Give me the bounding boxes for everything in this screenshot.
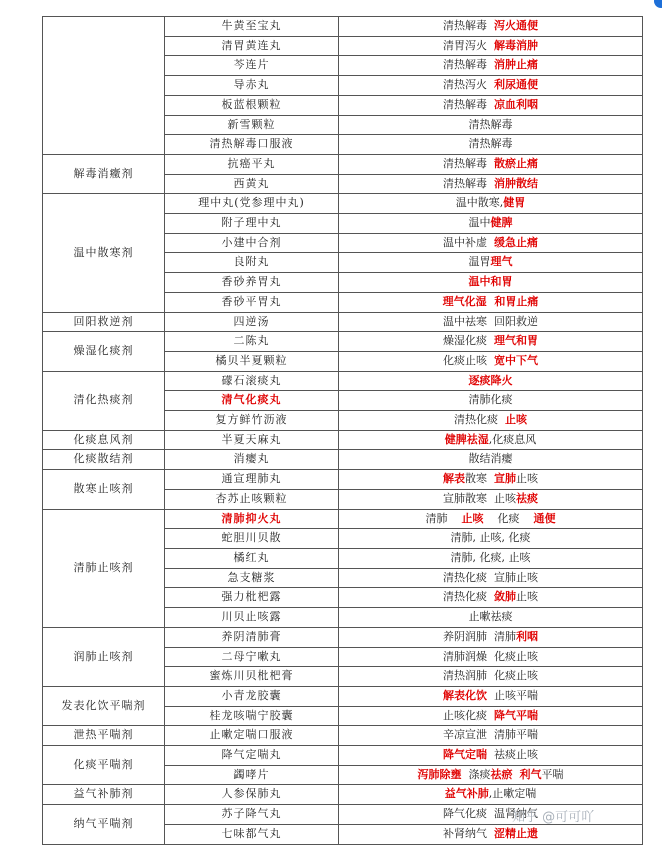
efficacy-text: 平喘 xyxy=(541,767,564,781)
efficacy-text: 温胃 xyxy=(468,255,491,269)
drug-name-cell: 牛黄至宝丸 xyxy=(165,17,339,37)
efficacy-text: 清热泻火 xyxy=(443,78,494,92)
category-cell: 泄热平喘剂 xyxy=(43,726,165,746)
efficacy-text: 散结消瘿 xyxy=(468,452,513,466)
category-cell: 温中散寒剂 xyxy=(43,194,165,312)
efficacy-cell xyxy=(339,214,643,234)
efficacy-cell xyxy=(339,115,643,135)
drug-name-cell: 新雪颗粒 xyxy=(165,115,339,135)
drug-name-cell: 香砂养胃丸 xyxy=(165,273,339,293)
efficacy-text: 清热解毒 xyxy=(468,117,513,131)
drug-name-cell: 川贝止咳露 xyxy=(165,608,339,628)
efficacy-cell xyxy=(339,667,643,687)
efficacy-cell xyxy=(339,154,643,174)
efficacy-text: 清胃泻火 xyxy=(443,38,494,52)
category-cell: 回阳救逆剂 xyxy=(43,312,165,332)
efficacy-cell xyxy=(339,509,643,529)
highlight-text: 健胃 xyxy=(503,196,526,210)
efficacy-cell xyxy=(339,371,643,391)
efficacy-text: 温中 xyxy=(468,216,491,230)
category-cell: 化痰息风剂 xyxy=(43,430,165,450)
efficacy-cell xyxy=(339,785,643,805)
drug-name-cell: 七味都气丸 xyxy=(165,824,339,844)
table-row xyxy=(43,194,643,214)
category-cell: 益气补肺剂 xyxy=(43,785,165,805)
table-row xyxy=(43,312,643,332)
efficacy-text: ,化痰息风 xyxy=(488,432,537,446)
drug-name-cell: 蛇胆川贝散 xyxy=(165,529,339,549)
corner-badge-icon xyxy=(654,0,662,8)
drug-name-cell: 止嗽定喘口服液 xyxy=(165,726,339,746)
highlight-text: 解表 xyxy=(443,472,465,486)
highlight-text: 利尿通便 xyxy=(494,78,538,92)
drug-name-cell: 板蓝根颗粒 xyxy=(165,95,339,115)
highlight-text: 宽中下气 xyxy=(494,353,538,367)
drug-name-cell: 理中丸(党参理中丸) xyxy=(165,194,339,214)
drug-name-cell: 人参保肺丸 xyxy=(165,785,339,805)
efficacy-text: 温中补虚 xyxy=(443,235,494,249)
highlight-text: 祛痰 xyxy=(516,491,538,505)
efficacy-text: 清热解毒 xyxy=(443,156,494,170)
efficacy-cell xyxy=(339,726,643,746)
highlight-text: 健脾 xyxy=(490,216,513,230)
highlight-text: 降气平喘 xyxy=(494,708,538,722)
drug-name-cell: 橘贝半夏颗粒 xyxy=(165,351,339,371)
highlight-text: 消肿止痛 xyxy=(494,58,538,72)
efficacy-cell xyxy=(339,312,643,332)
highlight-text: 涩精止遗 xyxy=(494,826,538,840)
table-row xyxy=(43,509,643,529)
efficacy-cell xyxy=(339,765,643,785)
drug-name-cell: 清胃黄连丸 xyxy=(165,36,339,56)
category-cell: 化痰散结剂 xyxy=(43,450,165,470)
efficacy-cell xyxy=(339,411,643,431)
highlight-text: 敛肺 xyxy=(494,590,516,604)
drug-name-cell: 附子理中丸 xyxy=(165,214,339,234)
efficacy-text: 养阴润肺 清肺 xyxy=(443,629,516,643)
drug-name-cell: 通宣理肺丸 xyxy=(165,470,339,490)
efficacy-cell xyxy=(339,233,643,253)
drug-name-cell: 抗癌平丸 xyxy=(165,154,339,174)
highlight-text: 宣肺 xyxy=(494,472,516,486)
efficacy-cell xyxy=(339,332,643,352)
drug-name-cell: 二陈丸 xyxy=(165,332,339,352)
efficacy-cell xyxy=(339,588,643,608)
efficacy-text: 清热解毒 xyxy=(443,58,494,72)
efficacy-text: 清热解毒 xyxy=(468,137,513,151)
efficacy-text: 清肺润燥 化痰止咳 xyxy=(443,649,538,663)
table-row xyxy=(43,627,643,647)
efficacy-text: 止咳化痰 xyxy=(443,708,494,722)
efficacy-text: 清热化痰 xyxy=(454,413,505,427)
drug-name-cell: 导赤丸 xyxy=(165,76,339,96)
highlight-text: 泻火通便 xyxy=(494,19,538,32)
drug-name-cell: 香砂平胃丸 xyxy=(165,292,339,312)
highlight-text: 健脾祛湿 xyxy=(444,432,489,446)
category-cell: 润肺止咳剂 xyxy=(43,627,165,686)
highlight-text: 消肿散结 xyxy=(494,176,538,190)
efficacy-text: 降气化痰 温肾纳气 xyxy=(443,807,538,821)
efficacy-text: 涤痰 xyxy=(461,767,491,781)
highlight-text: 缓急止痛 xyxy=(494,235,538,249)
efficacy-text: 清肺 xyxy=(425,511,462,525)
drug-name-cell: 小青龙胶囊 xyxy=(165,686,339,706)
drug-name-cell: 橘红丸 xyxy=(165,548,339,568)
drug-name-cell: 降气定喘丸 xyxy=(165,746,339,766)
drug-name-cell: 蜜炼川贝枇杷膏 xyxy=(165,667,339,687)
efficacy-cell xyxy=(339,273,643,293)
efficacy-text: 清肺化痰 xyxy=(468,393,513,407)
efficacy-cell xyxy=(339,548,643,568)
category-cell: 解毒消癥剂 xyxy=(43,154,165,193)
efficacy-text: 补肾纳气 xyxy=(443,826,494,840)
efficacy-text: 清热解毒 xyxy=(443,19,494,32)
drug-name-cell: 桂龙咳喘宁胶囊 xyxy=(165,706,339,726)
watermark: 知乎 @可可吖 xyxy=(512,810,595,825)
efficacy-text: 燥湿化痰 xyxy=(443,334,494,348)
efficacy-cell xyxy=(339,292,643,312)
efficacy-cell xyxy=(339,430,643,450)
table-row xyxy=(43,686,643,706)
highlight-text: 凉血利咽 xyxy=(494,97,538,111)
efficacy-cell xyxy=(339,824,643,844)
efficacy-cell xyxy=(339,746,643,766)
efficacy-cell xyxy=(339,805,643,825)
efficacy-text: 清肺, 化痰, 止咳 xyxy=(450,550,531,564)
efficacy-text: 辛凉宣泄 清肺平喘 xyxy=(443,728,538,742)
efficacy-cell xyxy=(339,450,643,470)
efficacy-text: 清肺, 止咳, 化痰 xyxy=(450,531,531,545)
efficacy-cell xyxy=(339,470,643,490)
drug-name-cell: 清热解毒口服液 xyxy=(165,135,339,155)
category-cell xyxy=(43,17,165,155)
category-cell: 清肺止咳剂 xyxy=(43,509,165,627)
highlight-text: 理气化湿 和胃止痛 xyxy=(442,294,539,308)
category-cell: 发表化饮平喘剂 xyxy=(43,686,165,725)
efficacy-text: 清热化痰 宣肺止咳 xyxy=(443,570,538,584)
table-row xyxy=(43,726,643,746)
efficacy-text: 止咳 xyxy=(516,590,538,604)
table-row xyxy=(43,470,643,490)
efficacy-text: 止咳 xyxy=(516,472,538,486)
efficacy-cell xyxy=(339,174,643,194)
table-row xyxy=(43,746,643,766)
efficacy-text: 清热润肺 化痰止咳 xyxy=(443,669,538,683)
efficacy-cell xyxy=(339,36,643,56)
efficacy-cell xyxy=(339,76,643,96)
highlight-text: 益气补肺 xyxy=(444,787,489,801)
efficacy-text: ,止嗽定喘 xyxy=(488,787,537,801)
efficacy-text: 止嗽祛痰 xyxy=(468,610,513,624)
category-cell: 散寒止咳剂 xyxy=(43,470,165,509)
table-row xyxy=(43,450,643,470)
efficacy-text: 温中祛寒 回阳救逆 xyxy=(443,314,538,328)
drug-name-cell: 半夏天麻丸 xyxy=(165,430,339,450)
efficacy-text: 清热解毒 xyxy=(443,176,494,190)
highlight-text: 逐痰降火 xyxy=(468,373,513,387)
highlight-text: 降气定喘 xyxy=(443,748,487,762)
drug-name-cell: 苏子降气丸 xyxy=(165,805,339,825)
efficacy-cell xyxy=(339,391,643,411)
highlight-text: 泻肺除壅 xyxy=(417,767,462,781)
drug-name-cell: 二母宁嗽丸 xyxy=(165,647,339,667)
highlight-text: 解表化饮 xyxy=(443,688,487,702)
table-row xyxy=(43,785,643,805)
drug-name-cell: 礞石滚痰丸 xyxy=(165,371,339,391)
highlight-text: 通便 xyxy=(533,511,556,525)
medicine-table xyxy=(42,16,643,845)
table-row xyxy=(43,332,643,352)
efficacy-text xyxy=(513,768,520,781)
efficacy-cell xyxy=(339,17,643,37)
highlight-text: 温中和胃 xyxy=(468,275,513,289)
highlight-text: 止咳 xyxy=(505,413,527,427)
table-row xyxy=(43,371,643,391)
drug-name-cell: 杏苏止咳颗粒 xyxy=(165,489,339,509)
efficacy-text: 散寒 xyxy=(465,472,494,486)
drug-name-cell: 四逆汤 xyxy=(165,312,339,332)
efficacy-text: 清热解毒 xyxy=(443,97,494,111)
medicine-table-body xyxy=(43,17,643,845)
efficacy-cell xyxy=(339,686,643,706)
highlight-text: 散瘀止痛 xyxy=(494,156,538,170)
highlight-text: 祛瘀 xyxy=(490,767,513,781)
efficacy-cell xyxy=(339,647,643,667)
efficacy-cell xyxy=(339,627,643,647)
table-row xyxy=(43,430,643,450)
drug-name-cell: 强力枇杷露 xyxy=(165,588,339,608)
drug-name-cell: 养阴清肺膏 xyxy=(165,627,339,647)
efficacy-cell xyxy=(339,489,643,509)
drug-name-cell: 复方鲜竹沥液 xyxy=(165,411,339,431)
table-row xyxy=(43,154,643,174)
efficacy-cell xyxy=(339,253,643,273)
efficacy-cell xyxy=(339,351,643,371)
drug-name-cell: 芩连片 xyxy=(165,56,339,76)
drug-name-cell: 良附丸 xyxy=(165,253,339,273)
efficacy-text: 化痰 xyxy=(483,511,534,525)
category-cell: 纳气平喘剂 xyxy=(43,805,165,844)
efficacy-text: 宣肺散寒 止咳 xyxy=(443,491,516,505)
drug-name-cell: 清气化痰丸 xyxy=(165,391,339,411)
drug-name-cell: 蠲哮片 xyxy=(165,765,339,785)
category-cell: 化痰平喘剂 xyxy=(43,746,165,785)
drug-name-cell: 消瘿丸 xyxy=(165,450,339,470)
efficacy-cell xyxy=(339,568,643,588)
highlight-text: 理气 xyxy=(490,255,513,269)
efficacy-text: 止咳平喘 xyxy=(487,688,538,702)
highlight-text: 解毒消肿 xyxy=(494,38,538,52)
category-cell: 清化热痰剂 xyxy=(43,371,165,430)
drug-name-cell: 清肺抑火丸 xyxy=(165,509,339,529)
efficacy-cell xyxy=(339,608,643,628)
efficacy-text: 化痰止咳 xyxy=(443,353,494,367)
category-cell: 燥湿化痰剂 xyxy=(43,332,165,371)
drug-name-cell: 西黄丸 xyxy=(165,174,339,194)
efficacy-cell xyxy=(339,706,643,726)
drug-name-cell: 急支糖浆 xyxy=(165,568,339,588)
efficacy-cell xyxy=(339,529,643,549)
highlight-text: 理气和胃 xyxy=(494,334,538,348)
efficacy-text: 祛痰止咳 xyxy=(487,748,538,762)
highlight-text: 利咽 xyxy=(516,629,538,643)
table-row xyxy=(43,17,643,37)
drug-name-cell: 小建中合剂 xyxy=(165,233,339,253)
efficacy-cell xyxy=(339,56,643,76)
highlight-text: 利气 xyxy=(519,767,542,781)
efficacy-text: 温中散寒, xyxy=(455,196,504,210)
efficacy-cell xyxy=(339,194,643,214)
highlight-text: 止咳 xyxy=(461,511,484,525)
efficacy-text: 清热化痰 xyxy=(443,590,494,604)
efficacy-cell xyxy=(339,95,643,115)
efficacy-cell xyxy=(339,135,643,155)
